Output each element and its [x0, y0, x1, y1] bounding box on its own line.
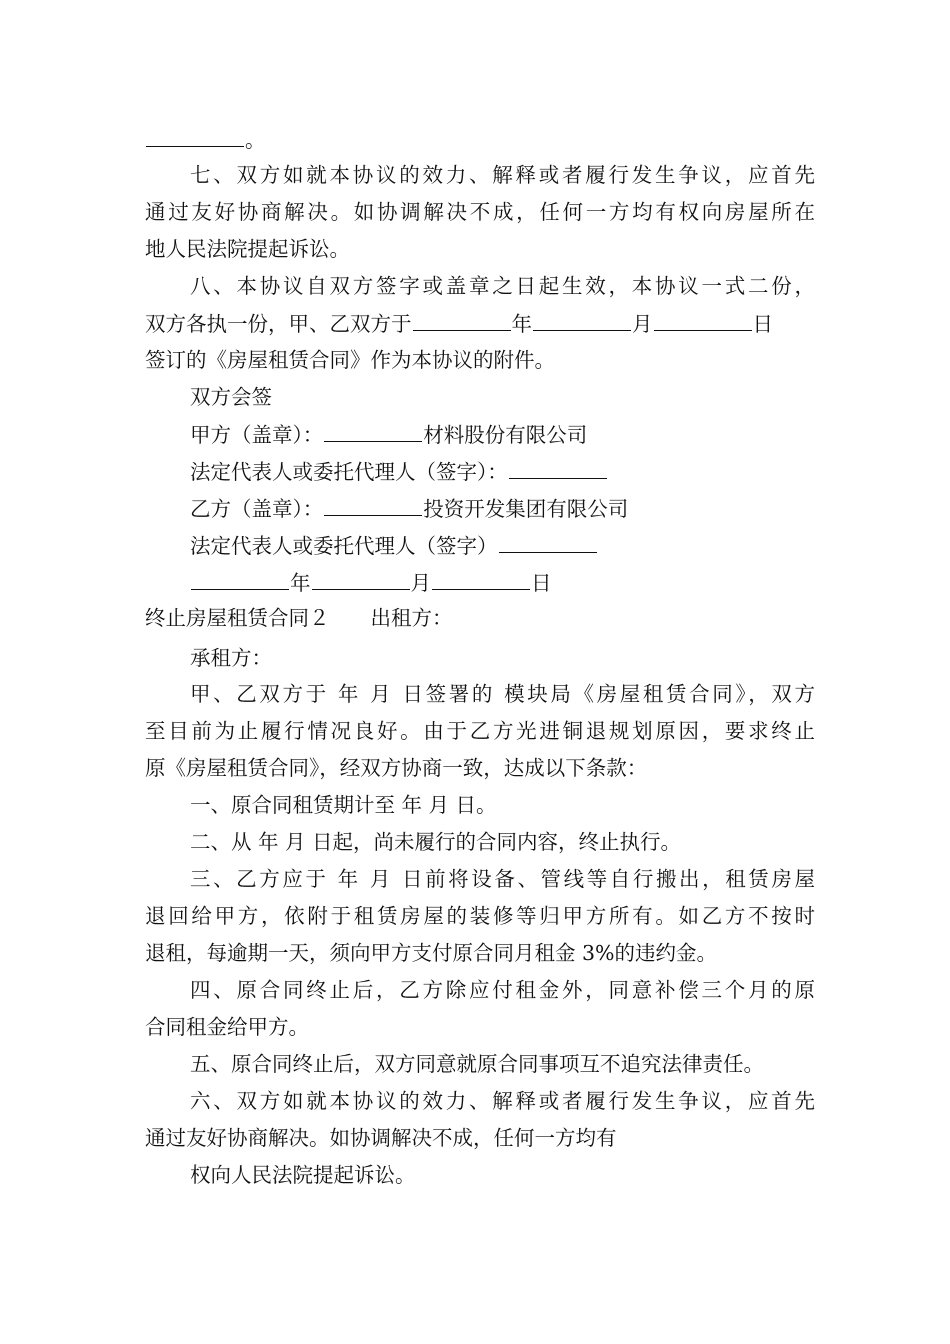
- doc-line: 乙方（盖章）： 投资开发集团有限公司: [190, 497, 629, 521]
- doc-line: 。: [145, 126, 815, 153]
- blank-field: [509, 458, 607, 479]
- doc-line: 合同租金给甲方。: [145, 1015, 309, 1039]
- blank-field: [413, 310, 511, 331]
- blank-field: [191, 569, 289, 590]
- blank-field: [499, 532, 597, 553]
- blank-field: [654, 310, 752, 331]
- doc-line: 四、原合同终止后，乙方除应付租金外，同意补偿三个月的原: [190, 978, 815, 1002]
- section-title: 终止房屋租赁合同２ 出租方：: [145, 607, 453, 630]
- doc-line: 年 月 日: [190, 569, 815, 596]
- blank-field: [324, 495, 422, 516]
- doc-line: 甲方（盖章）： 材料股份有限公司: [190, 423, 588, 447]
- doc-line: 地人民法院提起诉讼。: [145, 237, 350, 261]
- blank-field: [432, 569, 530, 590]
- doc-line: 退租，每逾期一天，须向甲方支付原合同月租金 3%的违约金。: [145, 941, 718, 965]
- doc-line: 八、本协议自双方签字或盖章之日起生效，本协议一式二份，: [190, 274, 815, 298]
- doc-line: 承租方：: [190, 646, 272, 670]
- doc-line: 双方会签: [190, 385, 272, 409]
- blank-field: [146, 126, 244, 147]
- doc-line: 五、原合同终止后，双方同意就原合同事项互不追究法律责任。: [190, 1052, 764, 1076]
- doc-line: 原《房屋租赁合同》，经双方协商一致，达成以下条款：: [145, 756, 648, 780]
- blank-field: [533, 310, 631, 331]
- doc-line: 一、原合同租赁期计至 年 月 日。: [190, 793, 497, 817]
- doc-line: 二、从 年 月 日起，尚未履行的合同内容，终止执行。: [190, 830, 682, 854]
- doc-line: 至目前为止履行情况良好。由于乙方光进铜退规划原因，要求终止: [145, 719, 815, 743]
- doc-line: 甲、乙双方于 年 月 日签署的 模块局《房屋租赁合同》，双方: [190, 682, 815, 706]
- doc-line: 签订的《房屋租赁合同》作为本协议的附件。: [145, 348, 555, 372]
- blank-field: [312, 569, 410, 590]
- blank-field: [324, 421, 422, 442]
- doc-line: 七、双方如就本协议的效力、解释或者履行发生争议，应首先: [190, 163, 815, 187]
- doc-line: 通过友好协商解决。如协调解决不成，任何一方均有权向房屋所在: [145, 200, 815, 224]
- doc-line: 双方各执一份，甲、乙双方于 年 月 日: [145, 312, 773, 336]
- doc-line: 通过友好协商解决。如协调解决不成，任何一方均有: [145, 1126, 617, 1150]
- doc-line: 权向人民法院提起诉讼。: [190, 1163, 416, 1187]
- doc-line: 退回给甲方，依附于租赁房屋的装修等归甲方所有。如乙方不按时: [145, 904, 815, 928]
- doc-line: 六、双方如就本协议的效力、解释或者履行发生争议，应首先: [190, 1089, 815, 1113]
- doc-line: 法定代表人或委托代理人（签字）: [190, 532, 815, 559]
- doc-line: 三、乙方应于 年 月 日前将设备、管线等自行搬出，租赁房屋: [190, 867, 815, 891]
- doc-line: 法定代表人或委托代理人（签字）：: [190, 458, 815, 485]
